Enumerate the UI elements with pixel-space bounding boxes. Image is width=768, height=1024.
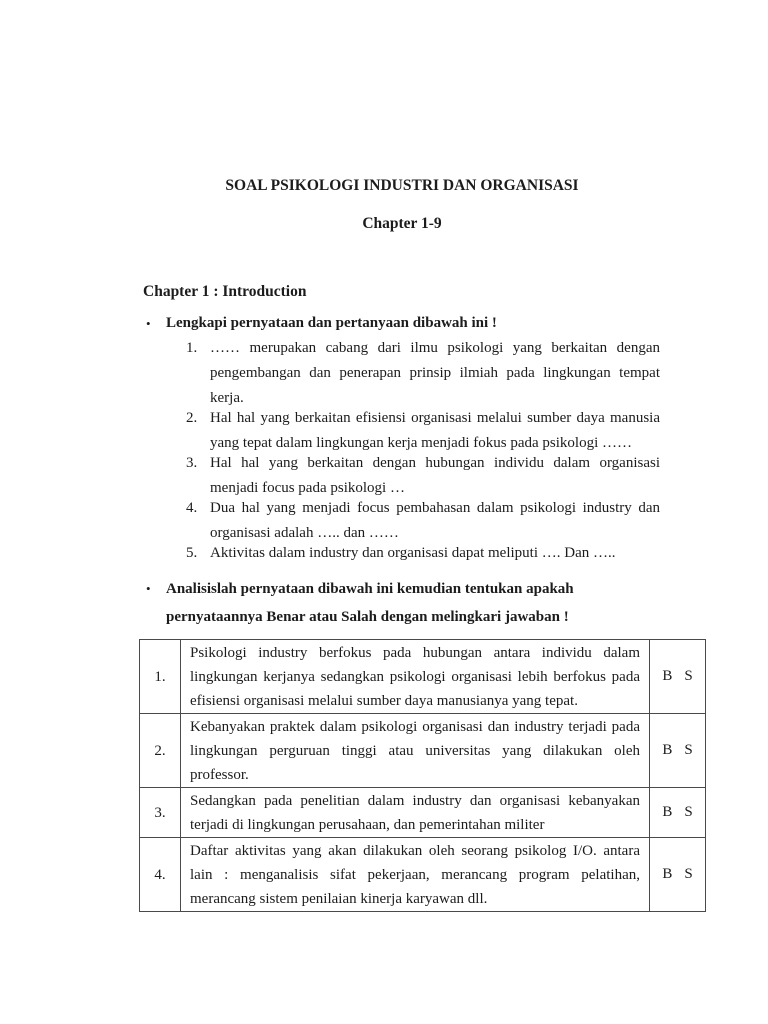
question-text: Hal hal yang berkaitan dengan hubungan individu dalam organisasi menjadi focus pada psikologi … (210, 455, 660, 496)
statement-cell: Kebanyakan praktek dalam psikologi organisasi dan industry terjadi pada lingkungan perguruan tinggi atau universitas yang dilakukan oleh professor. (181, 714, 650, 788)
answer-option-b: B (662, 668, 673, 684)
question-number: 3. (186, 455, 198, 471)
question-item (143, 541, 688, 566)
page-title: SOAL PSIKOLOGI INDUSTRI DAN ORGANISASI (225, 177, 579, 194)
bullet-icon: • (146, 581, 151, 596)
answer-option-s: S (684, 804, 693, 820)
true-false-table (139, 639, 706, 912)
document-body (143, 0, 693, 912)
answer-cell (650, 714, 706, 788)
bullet-icon: • (146, 316, 151, 331)
question-number: 2. (186, 410, 198, 426)
question-number: 1. (186, 340, 198, 356)
part2-heading-text: Analisislah pernyataan dibawah ini kemudian tentukan apakah pernyataannya Benar atau Salah dengan melingkari jawaban ! (166, 581, 574, 625)
statement-cell: Daftar aktivitas yang akan dilakukan oleh seorang psikolog I/O. antara lain : menganalisis sifat pekerjaan, merancang program pelatihan, merancang sistem penilaian kinerja karyawan dll. (181, 838, 650, 912)
question-item (143, 451, 688, 501)
answer-option-s: S (684, 668, 693, 684)
answer-option-b: B (662, 742, 673, 758)
answer-option-s: S (684, 866, 693, 882)
part1-heading-text: Lengkapi pernyataan dan pertanyaan dibawah ini ! (166, 315, 497, 331)
question-list (143, 336, 688, 566)
chapter-subtitle: Chapter 1-9 (362, 215, 442, 232)
table-row (140, 788, 706, 838)
statement-cell: Sedangkan pada penelitian dalam industry dan organisasi kebanyakan terjadi di lingkungan perusahaan, dan pemerintahan militer (181, 788, 650, 838)
answer-option-b: B (662, 866, 673, 882)
table-row (140, 714, 706, 788)
question-item (143, 336, 688, 411)
row-number-cell: 1. (140, 640, 181, 714)
statement-cell: Psikologi industry berfokus pada hubungan antara individu dalam lingkungan kerjanya sedangkan psikologi organisasi lebih berfokus pada efisiensi organisasi melalui sumber daya manusianya yang tepat. (181, 640, 650, 714)
question-text: Aktivitas dalam industry dan organisasi dapat meliputi …. Dan ….. (210, 545, 616, 561)
table-row (140, 640, 706, 714)
question-item (143, 406, 688, 456)
row-number-cell: 2. (140, 714, 181, 788)
row-number-cell: 3. (140, 788, 181, 838)
question-number: 4. (186, 500, 198, 516)
question-text: Dua hal yang menjadi focus pembahasan dalam psikologi industry dan organisasi adalah ….. dan …… (210, 500, 660, 541)
question-text: …… merupakan cabang dari ilmu psikologi yang berkaitan dengan pengembangan dan penerapan prinsip ilmiah pada lingkungan tempat kerja. (210, 340, 660, 406)
question-item (143, 496, 688, 546)
part1-heading (143, 311, 688, 336)
question-number: 5. (186, 545, 198, 561)
question-text: Hal hal yang berkaitan efisiensi organisasi melalui sumber daya manusia yang tepat dalam lingkungan kerja menjadi fokus pada psikologi …… (210, 410, 660, 451)
answer-option-b: B (662, 804, 673, 820)
answer-cell (650, 838, 706, 912)
table-row (140, 838, 706, 912)
row-number-cell: 4. (140, 838, 181, 912)
part2-heading (143, 575, 688, 631)
answer-cell (650, 640, 706, 714)
answer-cell (650, 788, 706, 838)
section-heading: Chapter 1 : Introduction (143, 283, 307, 300)
answer-option-s: S (684, 742, 693, 758)
